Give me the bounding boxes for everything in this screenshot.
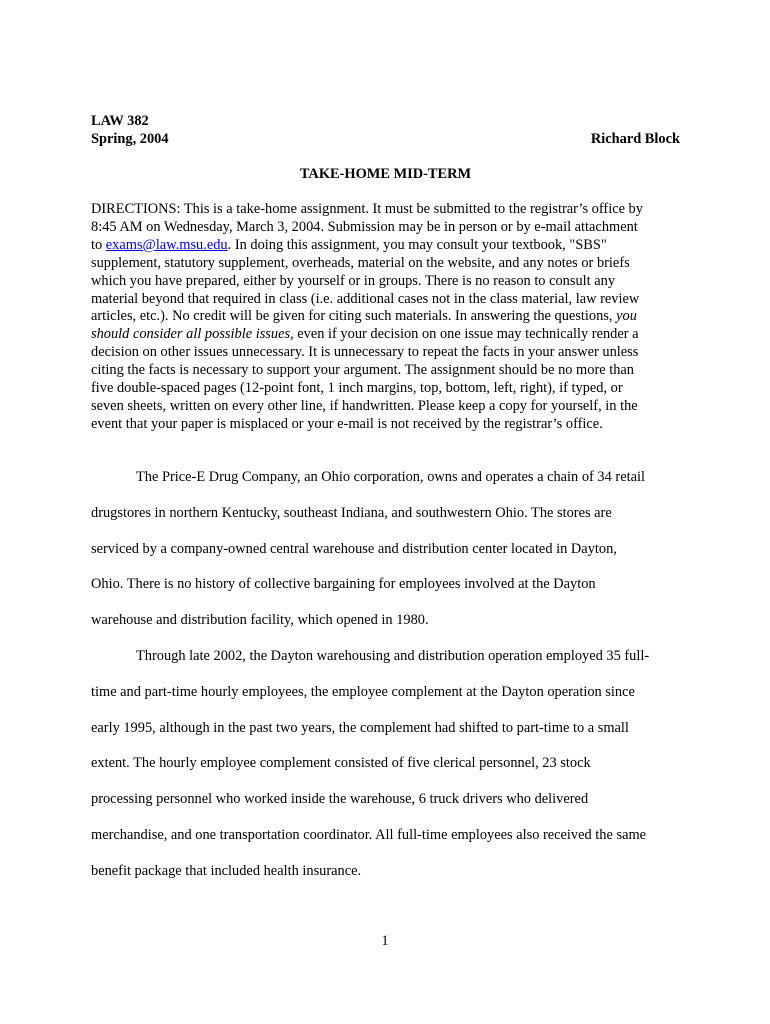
directions-line [91, 237, 680, 255]
term: Spring, 2004 [91, 131, 169, 147]
exam-title: TAKE-HOME MID-TERM [299, 166, 472, 182]
body-line: early 1995, although in the past two years, the complement had shifted to part-time to a small [91, 719, 629, 736]
body-line: warehouse and distribution facility, which opened in 1980. [91, 612, 429, 629]
directions-text: , even if your decision on one issue may technically render a [290, 326, 639, 343]
body-line: Through late 2002, the Dayton warehousing and distribution operation employed 35 full- [136, 647, 650, 664]
body-line: The Price-E Drug Company, an Ohio corporation, owns and operates a chain of 34 retail [136, 469, 645, 485]
directions-line: 8:45 AM on Wednesday, March 3, 2004. Submission may be in person or by e-mail attachment [91, 218, 638, 235]
emphasis-text: you [616, 308, 637, 325]
directions-line: decision on other issues unnecessary. It is unnecessary to repeat the facts in your answer unless [91, 344, 639, 361]
email-link[interactable]: exams@law.msu.edu [105, 236, 228, 253]
body-line: benefit package that included health insurance. [91, 862, 362, 879]
body-line: serviced by a company-owned central warehouse and distribution center located in Dayton, [91, 540, 617, 557]
instructor-name: Richard Block [590, 131, 680, 147]
page-number: 1 [381, 933, 389, 949]
directions-line [91, 308, 680, 326]
directions-text: . In doing this assignment, you may consult your textbook, "SBS" [227, 236, 607, 253]
body-line: Ohio. There is no history of collective bargaining for employees involved at the Dayton [91, 576, 596, 593]
body-line: drugstores in northern Kentucky, southeast Indiana, and southwestern Ohio. The stores are [91, 504, 612, 521]
directions-line: material beyond that required in class (i.e. additional cases not in the class material, law review [91, 290, 640, 307]
directions-line: event that your paper is misplaced or your e-mail is not received by the registrar’s office. [91, 415, 603, 432]
directions-line: which you have prepared, either by yourself or in groups. There is no reason to consult any [91, 272, 616, 289]
directions-line: DIRECTIONS: This is a take-home assignment. It must be submitted to the registrar’s office by [91, 201, 643, 217]
directions-line: five double-spaced pages (12-point font, 1 inch margins, top, bottom, left, right), if typed, or [91, 380, 623, 397]
directions-paragraph [91, 201, 680, 434]
directions-line: seven sheets, written on every other line, if handwritten. Please keep a copy for yourself, in the [91, 397, 638, 414]
directions-text: articles, etc.). No credit will be given for citing such materials. In answering the questions, [91, 308, 617, 325]
directions-line: supplement, statutory supplement, overheads, material on the website, and any notes or briefs [91, 254, 630, 271]
emphasis-text: should consider all possible issues [91, 326, 291, 343]
directions-line: citing the facts is necessary to support your argument. The assignment should be no more than [91, 362, 635, 379]
body-line: merchandise, and one transportation coordinator. All full-time employees also received the same [91, 826, 647, 843]
body-line: extent. The hourly employee complement consisted of five clerical personnel, 23 stock [91, 755, 591, 772]
directions-text: to [91, 236, 106, 253]
directions-line [91, 326, 680, 344]
fact-pattern [91, 466, 680, 896]
body-line: time and part-time hourly employees, the employee complement at the Dayton operation since [91, 683, 635, 700]
course-number: LAW 382 [91, 113, 149, 129]
term-row [91, 130, 680, 148]
body-line: processing personnel who worked inside the warehouse, 6 truck drivers who delivered [91, 791, 589, 808]
